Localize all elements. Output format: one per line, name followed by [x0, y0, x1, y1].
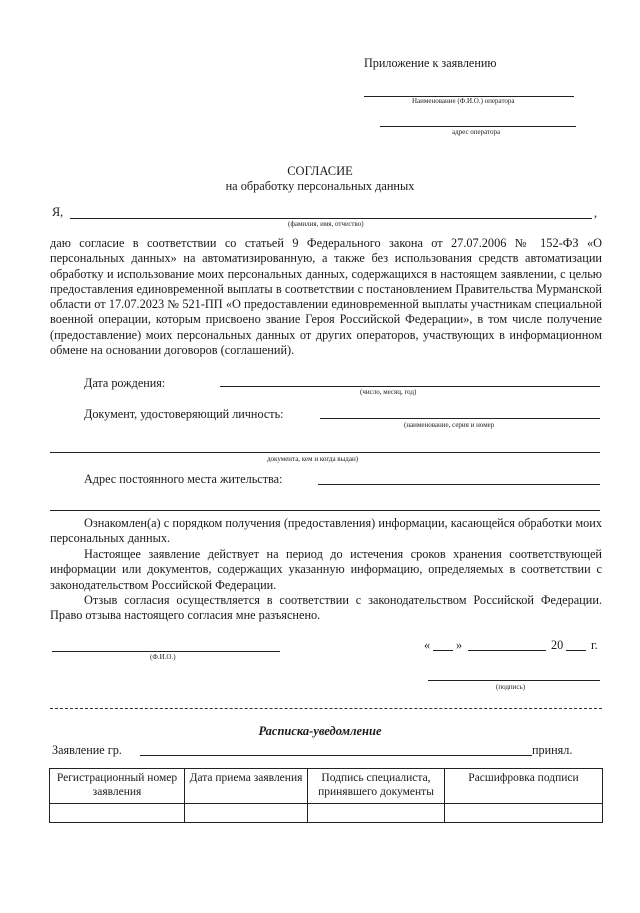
signature-line[interactable]	[428, 680, 600, 681]
date-quote-close: »	[456, 638, 463, 652]
fio-caption: (Ф.И.О.)	[150, 653, 176, 661]
column-header-date: Дата приема заявления	[185, 769, 308, 804]
document-subtitle: на обработку персональных данных	[225, 179, 415, 193]
date-month-line[interactable]	[468, 650, 546, 651]
column-header-decoding: Расшифровка подписи	[445, 769, 603, 804]
signature-caption: (подпись)	[496, 683, 526, 691]
cell-signature[interactable]	[308, 804, 445, 823]
receipt-title: Расписка-уведомление	[258, 724, 382, 738]
fio-signature-line[interactable]	[52, 651, 280, 652]
applicant-caption: (фамилия, имя, отчество)	[288, 220, 364, 228]
address-label: Адрес постоянного места жительства:	[84, 472, 283, 486]
revocation-paragraph: Отзыв согласия осуществляется в соответствии с законодательством Российской Федерации. Право отзыва настоящего согласия мне разъяснено.	[50, 593, 602, 623]
cut-line	[50, 708, 602, 709]
validity-paragraph: Настоящее заявление действует на период до истечения сроков хранения соответствующей информации или документов, содержащих указанную информацию, определяемых в соответствии с законодательством Российской Федерации.	[50, 547, 602, 592]
date-quote-open: «	[424, 638, 431, 652]
receipt-table	[49, 768, 603, 823]
birth-date-caption: (число, месяц, год)	[360, 388, 417, 396]
id-doc-label: Документ, удостоверяющий личность:	[84, 407, 284, 421]
id-doc-caption: (наименование, серия и номер	[404, 421, 495, 429]
date-year-line[interactable]	[566, 650, 586, 651]
date-day-line[interactable]	[433, 650, 453, 651]
id-doc-line-2[interactable]	[50, 452, 600, 453]
table-header-row	[50, 769, 603, 804]
document-title: СОГЛАСИЕ	[287, 164, 353, 178]
cell-reg-number[interactable]	[50, 804, 185, 823]
column-header-reg-number: Регистрационный номер заявления	[50, 769, 185, 804]
applicant-name-line[interactable]	[70, 218, 592, 219]
id-doc-caption-2: документа, кем и когда выдан)	[267, 455, 359, 463]
table-row	[50, 804, 603, 823]
operator-address-caption: адрес оператора	[452, 128, 501, 136]
operator-address-line[interactable]	[380, 126, 576, 127]
date-year-prefix: 20	[551, 638, 564, 652]
address-line-1[interactable]	[318, 484, 600, 485]
id-doc-line-1[interactable]	[320, 418, 600, 419]
date-year-suffix: г.	[591, 638, 598, 652]
operator-name-caption: Наименование (Ф.И.О.) оператора	[412, 97, 515, 105]
column-header-signature: Подпись специалиста, принявшего документы	[308, 769, 445, 804]
cell-date[interactable]	[185, 804, 308, 823]
cell-decoding[interactable]	[445, 804, 603, 823]
applicant-comma: ,	[594, 206, 598, 220]
acknowledgement-paragraph: Ознакомлен(а) с порядком получения (предоставления) информации, касающейся обработки моих персональных данных.	[50, 516, 602, 546]
consent-text: даю согласие в соответствии со статьей 9 Федерального закона от 27.07.2006 № 152-ФЗ «О персональных данных» на автоматизированную, а также без использования средств автоматизации обработку и использование моих персональных данных, содержащихся в настоящем заявлении, с целью предоставления единовременной выплаты в соответствии с постановлением Правительства Мурманской области от 17.07.2023 № 521-ПП «О предоставлении единовременной выплаты участникам специальной военной операции, которым присвоено звание Героя Российской Федерации», в том числе получение (предоставление) моих персональных данных от других операторов, участвующих в информационном обмене на основании договоров (соглашений).	[50, 236, 602, 358]
receipt-statement-prefix: Заявление гр.	[52, 743, 122, 757]
address-line-2[interactable]	[50, 510, 600, 511]
birth-date-label: Дата рождения:	[84, 376, 166, 390]
appendix-label: Приложение к заявлению	[364, 56, 497, 70]
receipt-statement-suffix: принял.	[532, 743, 573, 757]
applicant-prefix: Я,	[52, 205, 64, 219]
receipt-applicant-line[interactable]	[140, 755, 532, 756]
birth-date-line[interactable]	[220, 386, 600, 387]
